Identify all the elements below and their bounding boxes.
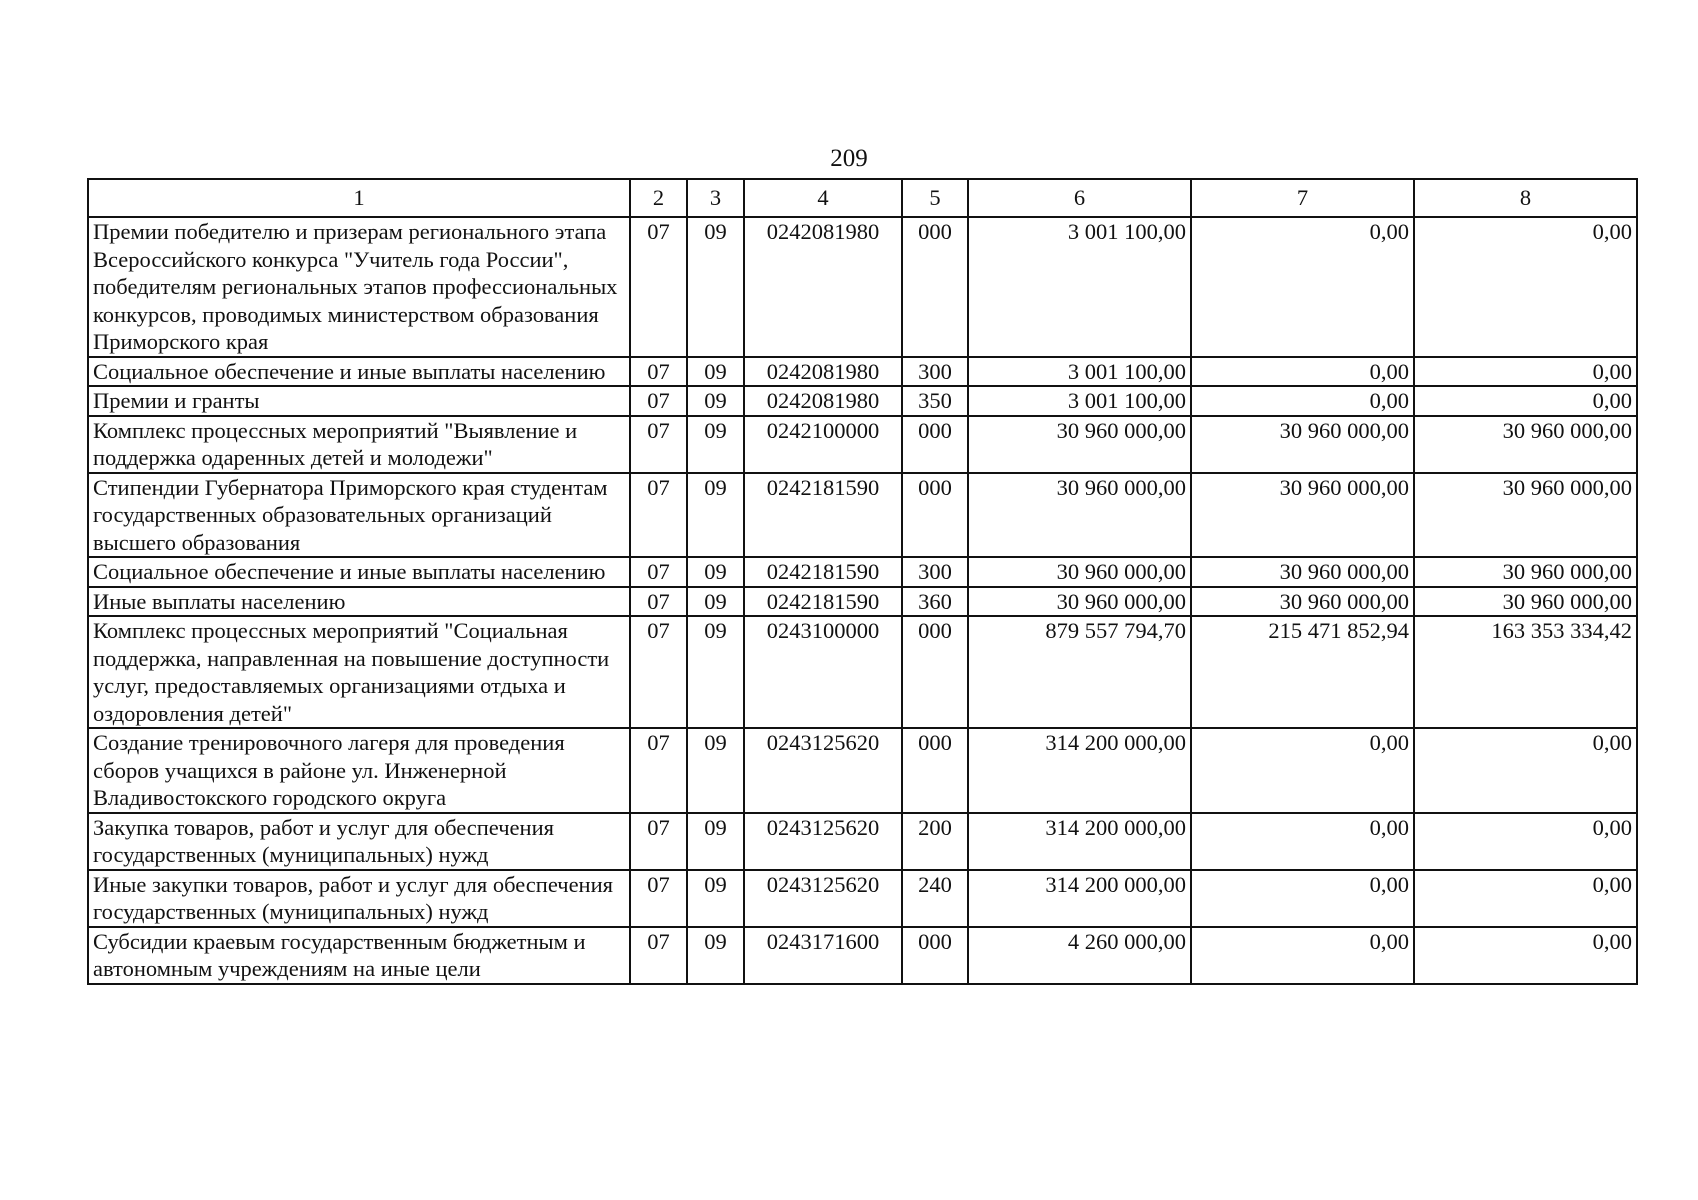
row-expense-type: 300	[902, 357, 968, 387]
row-sum-7: 0,00	[1191, 386, 1414, 416]
row-target-article: 0242081980	[744, 386, 902, 416]
row-subsection: 09	[687, 616, 744, 728]
row-target-article: 0243125620	[744, 870, 902, 927]
row-expense-type: 000	[902, 416, 968, 473]
row-name: Иные выплаты населению	[88, 587, 630, 617]
row-name: Закупка товаров, работ и услуг для обеспечения государственных (муниципальных) нужд	[88, 813, 630, 870]
row-sum-6: 3 001 100,00	[968, 217, 1191, 357]
column-header: 8	[1414, 179, 1637, 217]
row-section: 07	[630, 813, 687, 870]
column-header: 6	[968, 179, 1191, 217]
row-sum-6: 314 200 000,00	[968, 813, 1191, 870]
row-expense-type: 360	[902, 587, 968, 617]
table-row	[88, 473, 1637, 558]
row-expense-type: 000	[902, 616, 968, 728]
row-sum-7: 30 960 000,00	[1191, 587, 1414, 617]
row-sum-6: 4 260 000,00	[968, 927, 1191, 984]
row-target-article: 0242100000	[744, 416, 902, 473]
column-header: 1	[88, 179, 630, 217]
row-expense-type: 300	[902, 557, 968, 587]
column-header: 3	[687, 179, 744, 217]
row-sum-6: 3 001 100,00	[968, 357, 1191, 387]
row-sum-6: 30 960 000,00	[968, 416, 1191, 473]
row-expense-type: 000	[902, 217, 968, 357]
row-sum-6: 879 557 794,70	[968, 616, 1191, 728]
row-sum-7: 0,00	[1191, 217, 1414, 357]
row-sum-8: 0,00	[1414, 217, 1637, 357]
row-section: 07	[630, 616, 687, 728]
page-number: 209	[830, 145, 868, 172]
table-row	[88, 616, 1637, 728]
row-subsection: 09	[687, 870, 744, 927]
row-sum-8: 30 960 000,00	[1414, 473, 1637, 558]
row-target-article: 0242081980	[744, 217, 902, 357]
row-section: 07	[630, 357, 687, 387]
budget-table	[87, 178, 1638, 985]
row-target-article: 0242181590	[744, 557, 902, 587]
row-subsection: 09	[687, 557, 744, 587]
column-header: 4	[744, 179, 902, 217]
row-sum-8: 30 960 000,00	[1414, 587, 1637, 617]
row-section: 07	[630, 416, 687, 473]
row-subsection: 09	[687, 386, 744, 416]
row-sum-8: 0,00	[1414, 357, 1637, 387]
table-row	[88, 416, 1637, 473]
row-name: Социальное обеспечение и иные выплаты населению	[88, 557, 630, 587]
row-sum-8: 0,00	[1414, 728, 1637, 813]
row-name: Комплекс процессных мероприятий "Выявление и поддержка одаренных детей и молодежи"	[88, 416, 630, 473]
row-sum-7: 0,00	[1191, 728, 1414, 813]
row-name: Иные закупки товаров, работ и услуг для обеспечения государственных (муниципальных) нужд	[88, 870, 630, 927]
table-row	[88, 557, 1637, 587]
row-subsection: 09	[687, 927, 744, 984]
row-subsection: 09	[687, 357, 744, 387]
row-target-article: 0243171600	[744, 927, 902, 984]
row-subsection: 09	[687, 217, 744, 357]
table-row	[88, 813, 1637, 870]
row-name: Премии победителю и призерам регионального этапа Всероссийского конкурса "Учитель года России", победителям региональных этапов профессиональных конкурсов, проводимых министерством образования Приморского края	[88, 217, 630, 357]
table-row	[88, 217, 1637, 357]
row-section: 07	[630, 557, 687, 587]
row-subsection: 09	[687, 813, 744, 870]
table-row	[88, 870, 1637, 927]
row-expense-type: 350	[902, 386, 968, 416]
row-sum-8: 30 960 000,00	[1414, 557, 1637, 587]
row-subsection: 09	[687, 587, 744, 617]
row-sum-8: 0,00	[1414, 813, 1637, 870]
row-target-article: 0243100000	[744, 616, 902, 728]
row-sum-6: 314 200 000,00	[968, 728, 1191, 813]
row-sum-6: 3 001 100,00	[968, 386, 1191, 416]
row-sum-8: 163 353 334,42	[1414, 616, 1637, 728]
table-row	[88, 587, 1637, 617]
row-sum-7: 0,00	[1191, 870, 1414, 927]
row-sum-6: 30 960 000,00	[968, 473, 1191, 558]
row-section: 07	[630, 927, 687, 984]
column-header: 5	[902, 179, 968, 217]
row-subsection: 09	[687, 416, 744, 473]
row-target-article: 0242181590	[744, 473, 902, 558]
column-header: 2	[630, 179, 687, 217]
row-subsection: 09	[687, 728, 744, 813]
row-expense-type: 200	[902, 813, 968, 870]
row-target-article: 0242181590	[744, 587, 902, 617]
row-sum-8: 0,00	[1414, 927, 1637, 984]
row-name: Субсидии краевым государственным бюджетным и автономным учреждениям на иные цели	[88, 927, 630, 984]
row-section: 07	[630, 386, 687, 416]
row-section: 07	[630, 217, 687, 357]
row-target-article: 0242081980	[744, 357, 902, 387]
row-expense-type: 000	[902, 728, 968, 813]
header-row	[88, 179, 1637, 217]
row-sum-8: 30 960 000,00	[1414, 416, 1637, 473]
row-name: Стипендии Губернатора Приморского края студентам государственных образовательных организаций высшего образования	[88, 473, 630, 558]
row-sum-7: 215 471 852,94	[1191, 616, 1414, 728]
row-sum-6: 30 960 000,00	[968, 587, 1191, 617]
column-header: 7	[1191, 179, 1414, 217]
row-target-article: 0243125620	[744, 813, 902, 870]
row-sum-8: 0,00	[1414, 870, 1637, 927]
row-name: Социальное обеспечение и иные выплаты населению	[88, 357, 630, 387]
row-subsection: 09	[687, 473, 744, 558]
row-section: 07	[630, 728, 687, 813]
row-expense-type: 240	[902, 870, 968, 927]
row-sum-6: 30 960 000,00	[968, 557, 1191, 587]
row-name: Премии и гранты	[88, 386, 630, 416]
row-sum-7: 0,00	[1191, 813, 1414, 870]
row-sum-7: 0,00	[1191, 357, 1414, 387]
row-sum-8: 0,00	[1414, 386, 1637, 416]
row-section: 07	[630, 870, 687, 927]
row-target-article: 0243125620	[744, 728, 902, 813]
table-row	[88, 386, 1637, 416]
table-row	[88, 357, 1637, 387]
table-row	[88, 927, 1637, 984]
row-expense-type: 000	[902, 927, 968, 984]
row-section: 07	[630, 473, 687, 558]
row-sum-7: 0,00	[1191, 927, 1414, 984]
row-sum-7: 30 960 000,00	[1191, 473, 1414, 558]
row-sum-6: 314 200 000,00	[968, 870, 1191, 927]
row-name: Комплекс процессных мероприятий "Социальная поддержка, направленная на повышение доступности услуг, предоставляемых организациями отдыха и оздоровления детей"	[88, 616, 630, 728]
row-sum-7: 30 960 000,00	[1191, 416, 1414, 473]
table-row	[88, 728, 1637, 813]
row-name: Создание тренировочного лагеря для проведения сборов учащихся в районе ул. Инженерной Владивостокского городского округа	[88, 728, 630, 813]
row-sum-7: 30 960 000,00	[1191, 557, 1414, 587]
row-section: 07	[630, 587, 687, 617]
row-expense-type: 000	[902, 473, 968, 558]
